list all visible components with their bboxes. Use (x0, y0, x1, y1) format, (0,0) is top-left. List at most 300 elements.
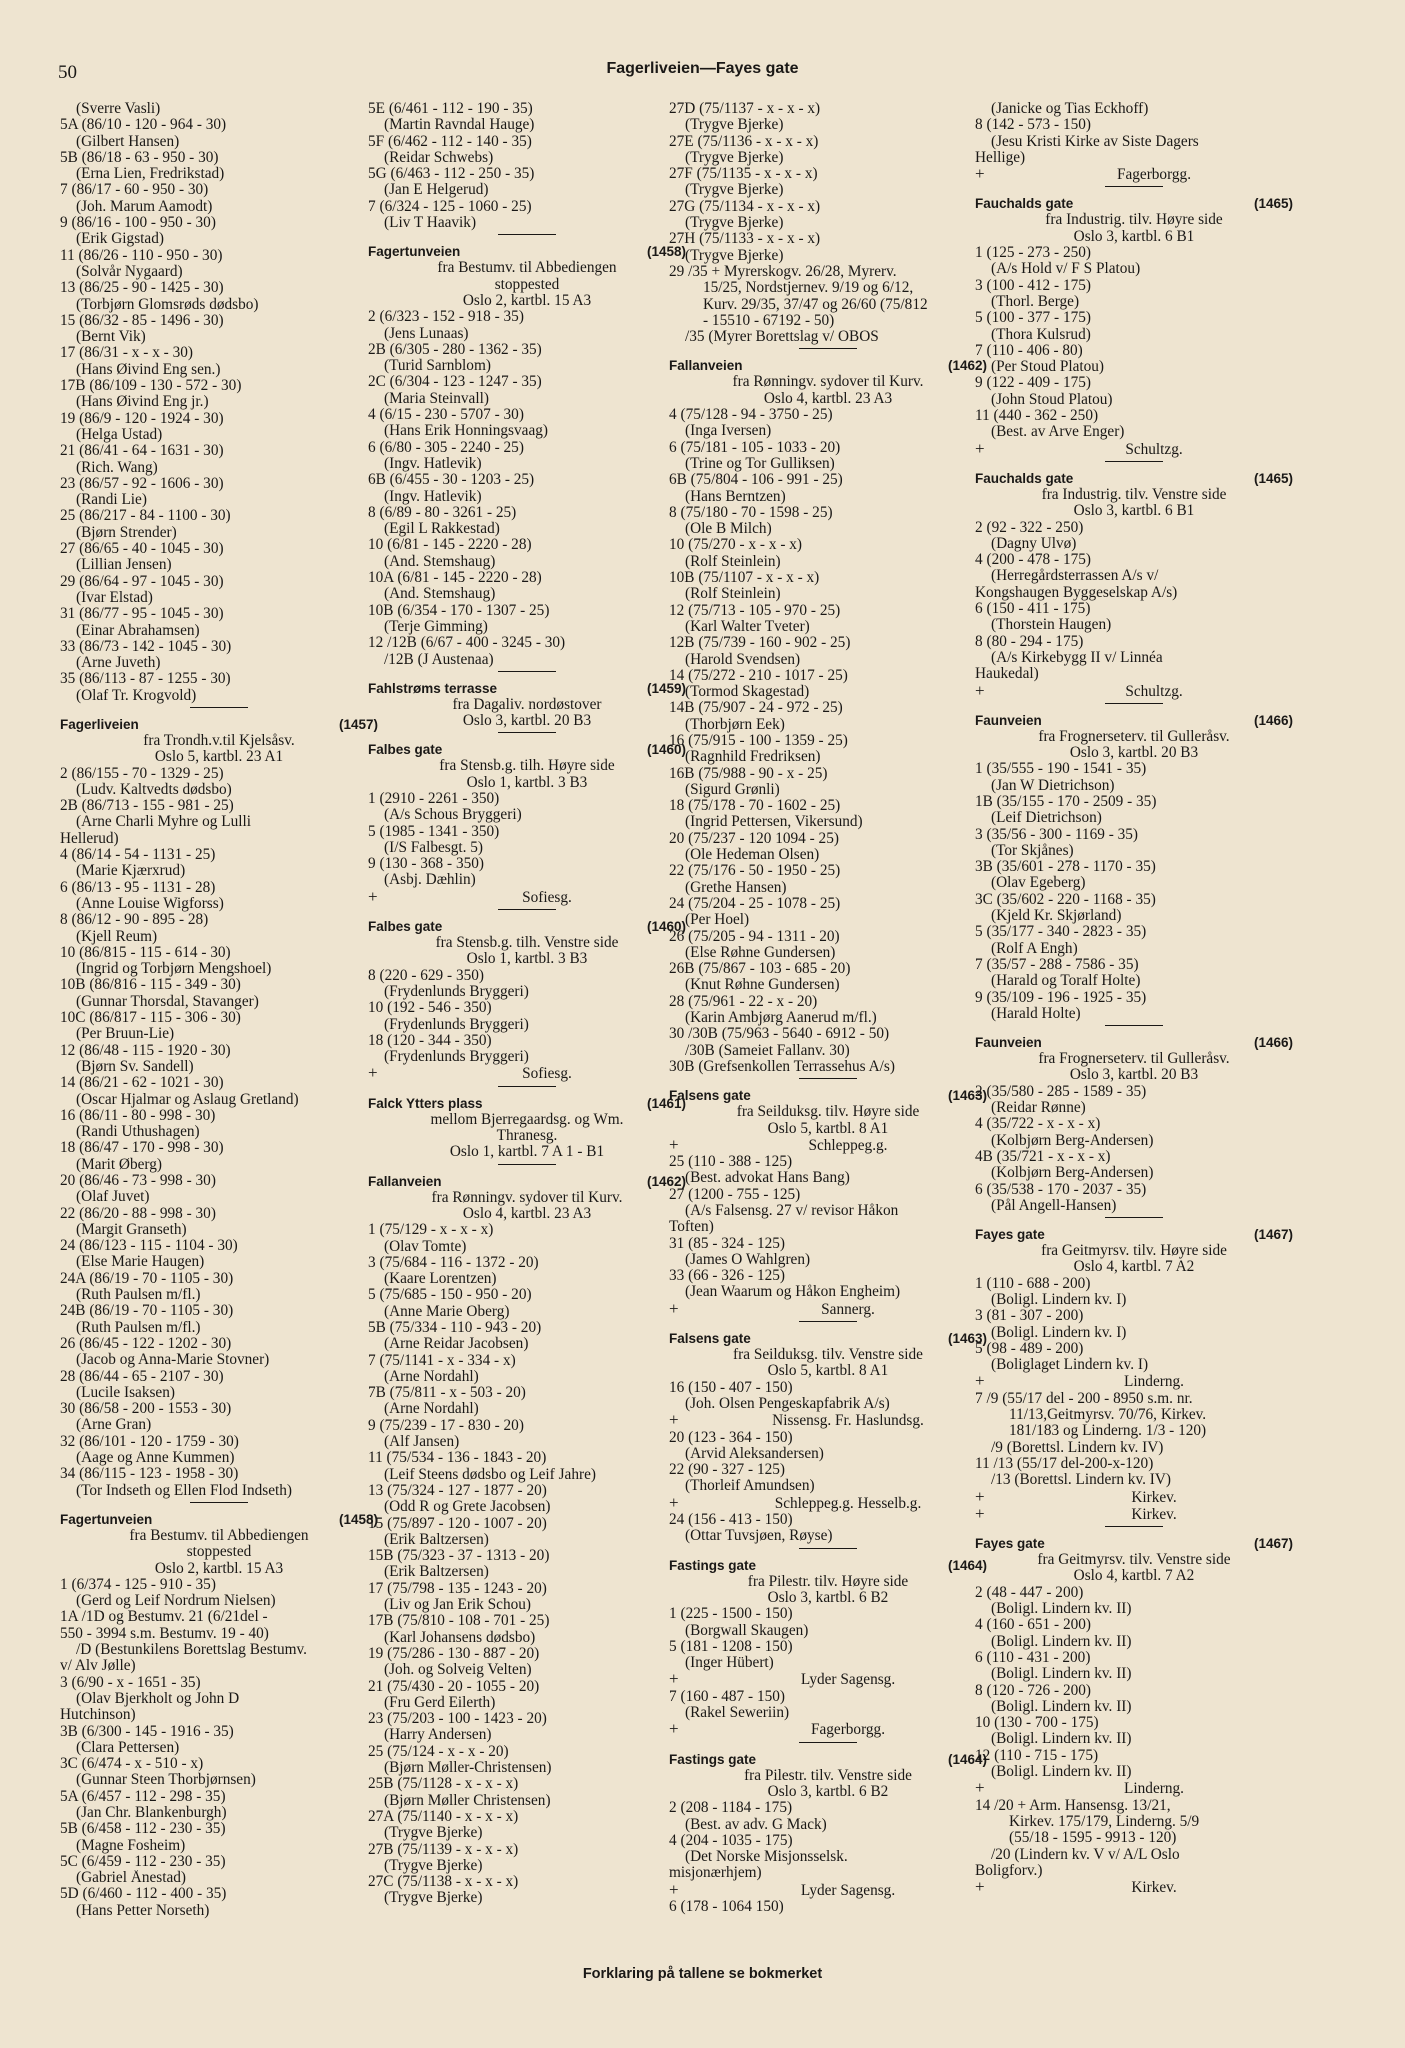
owner-line: (Anne Louise Wigforss) (76, 895, 224, 912)
owner-line: (Boligl. Lindern kv. II) (991, 1731, 1132, 1748)
entry-line: /D (Bestunkilens Borettslag Bestumv. (76, 1642, 307, 1659)
entry-line: 21 (86/41 - 64 - 1631 - 30) (60, 443, 224, 460)
entry-line: 3B (6/300 - 145 - 1916 - 35) (60, 1723, 234, 1740)
entry-line: 13 (75/324 - 127 - 1877 - 20) (368, 1482, 547, 1499)
entry-line: 3 (81 - 307 - 200) (975, 1308, 1084, 1325)
entry-line: 5G (6/463 - 112 - 250 - 35) (368, 166, 535, 183)
entry-line: stoppested (186, 1544, 252, 1561)
entry-line: 23 (75/203 - 100 - 1423 - 20) (368, 1711, 547, 1728)
owner-line: (Asbj. Dæhlin) (384, 872, 476, 889)
entry-line: 6 (35/538 - 170 - 2037 - 35) (975, 1181, 1147, 1198)
entry-line: 17B (86/109 - 130 - 572 - 30) (60, 378, 242, 395)
entry-line: 22 (90 - 327 - 125) (669, 1462, 785, 1479)
entry-line: 8 (142 - 573 - 150) (975, 117, 1091, 134)
section-rule (799, 1078, 857, 1079)
street-number: (1460) (646, 919, 686, 935)
owner-line: (Ingrid Pettersen, Vikersund) (685, 814, 863, 831)
entry-line: 11 (75/534 - 136 - 1843 - 20) (368, 1450, 547, 1467)
entry-line: 14 /20 + Arm. Hansensg. 13/21, (975, 1797, 1171, 1814)
entry-line: 8 (6/89 - 80 - 3261 - 25) (368, 504, 517, 521)
owner-line: (Marie Kjærxrud) (76, 863, 186, 880)
entry-line: 5 (181 - 1208 - 150) (669, 1638, 793, 1655)
owner-line: (Thorleif Amundsen) (685, 1478, 815, 1495)
entry-line: 2 (35/580 - 285 - 1589 - 35) (975, 1083, 1147, 1100)
cross-icon: + (368, 1063, 378, 1083)
street-name: Fastings gate (669, 1557, 757, 1573)
entry-line: 18 (86/47 - 170 - 998 - 30) (60, 1140, 224, 1157)
owner-line: (Randi Lie) (76, 492, 147, 509)
entry-line: 9 (75/239 - 17 - 830 - 20) (368, 1417, 524, 1434)
entry-line: 5F (6/462 - 112 - 140 - 35) (368, 133, 532, 150)
entry-line: 11 /13 (55/17 del-200-x-120) (975, 1455, 1154, 1472)
owner-line: (Rolf Steinlein) (685, 553, 781, 570)
entry-line: Oslo 1, kartbl. 3 B3 (466, 951, 588, 968)
owner-line: (Hans Øivind Eng sen.) (76, 361, 221, 378)
entry-line: 16 (150 - 407 - 150) (669, 1379, 793, 1396)
owner-line: (Per Stoud Platou) (991, 359, 1105, 376)
cross-street (669, 1671, 987, 1688)
entry-line: 6 (150 - 411 - 175) (975, 601, 1091, 618)
entry-line: Haukedal) (975, 666, 1039, 683)
street-number: (1467) (1253, 1227, 1293, 1243)
entry-line: 17 (86/31 - x - x - 30) (60, 345, 193, 362)
owner-line: (Jesu Kristi Kirke av Siste Dagers (991, 133, 1199, 150)
entry-line: 24 (75/204 - 25 - 1078 - 25) (669, 895, 841, 912)
owner-line: (Herregårdsterrassen A/s v/ (991, 568, 1159, 585)
entry-line: 10 (192 - 546 - 350) (368, 1000, 492, 1017)
owner-line: (Tormod Skagestad) (685, 684, 810, 701)
owner-line: (Best. av Arve Enger) (991, 424, 1125, 441)
owner-line: (Clara Pettersen) (76, 1739, 180, 1756)
entry-line: 1B (35/155 - 170 - 2509 - 35) (975, 793, 1157, 810)
owner-line: (Gabriel Ånestad) (76, 1870, 187, 1887)
entry-line: 17B (75/810 - 108 - 701 - 25) (368, 1613, 550, 1630)
entry-line: 2B (86/713 - 155 - 981 - 25) (60, 798, 234, 815)
owner-line: (Ole B Milch) (685, 521, 772, 538)
cross-icon: + (975, 438, 985, 458)
entry-line: 6 (178 - 1064 150) (669, 1898, 784, 1915)
owner-line: (Jan E Helgerud) (384, 182, 489, 199)
owner-line: (Einar Abrahamsen) (76, 622, 200, 639)
street-number: (1463) (947, 1088, 987, 1104)
cross-street-name: Lyder Sagensg. (800, 1881, 896, 1899)
owner-line: (Kjell Reum) (76, 928, 158, 945)
owner-line: (Arne Reidar Jacobsen) (384, 1336, 529, 1353)
entry-line: 11 (440 - 362 - 250) (975, 408, 1099, 425)
entry-line: 10B (75/1107 - x - x - x) (669, 570, 820, 587)
street-heading (368, 244, 686, 260)
owner-line: (Oscar Hjalmar og Aslaug Gretland) (76, 1091, 299, 1108)
entry-line: 27 (86/65 - 40 - 1045 - 30) (60, 541, 224, 558)
entry-line: 27D (75/1137 - x - x - x) (669, 101, 821, 117)
street-name: Fagertunveien (368, 244, 461, 260)
street-heading (975, 713, 1293, 729)
owner-line: (Ottar Tuvsjøen, Røyse) (685, 1528, 833, 1545)
cross-street (368, 1065, 686, 1082)
entry-line: 6B (6/455 - 30 - 1203 - 25) (368, 472, 535, 489)
owner-line: (Boligl. Lindern kv. II) (991, 1601, 1132, 1618)
entry-line: Boligforv.) (975, 1862, 1043, 1879)
owner-line: (Jens Lunaas) (384, 325, 469, 342)
entry-line: 12 (75/713 - 105 - 970 - 25) (669, 602, 841, 619)
owner-line: (Ole Hedeman Olsen) (685, 847, 820, 864)
section-rule (498, 234, 556, 235)
entry-line: 550 - 3994 s.m. Bestumv. 19 - 40) (60, 1625, 269, 1642)
owner-line: (Arvid Aleksandersen) (685, 1445, 824, 1462)
owner-line: (Ruth Paulsen m/fl.) (76, 1319, 201, 1336)
street-name: Faunveien (975, 1035, 1042, 1051)
owner-line: (Grethe Hansen) (685, 879, 787, 896)
owner-line: (Hans Erik Honningsvaag) (384, 423, 548, 440)
owner-line: (Anne Marie Oberg) (384, 1303, 510, 1320)
street-heading (669, 1088, 987, 1104)
street-heading (975, 1536, 1293, 1552)
owner-line: (Maria Steinvall) (384, 390, 489, 407)
entry-line: 1 (75/129 - x - x - x) (368, 1222, 494, 1239)
entry-line: 8 (80 - 294 - 175) (975, 633, 1084, 650)
entry-line: 14B (75/907 - 24 - 972 - 25) (669, 700, 843, 717)
entry-line: fra Seilduksg. tilv. Høyre side (736, 1104, 920, 1121)
owner-line: (Leif Steens dødsbo og Leif Jahre) (384, 1466, 596, 1483)
owner-line: (Jan W Dietrichson) (991, 777, 1115, 794)
entry-line: 9 (35/109 - 196 - 1925 - 35) (975, 989, 1147, 1006)
owner-line: (Margit Granseth) (76, 1221, 187, 1238)
footer-note: Forklaring på tallene se bokmerket (582, 1966, 823, 1982)
entry-line: 5B (86/18 - 63 - 950 - 30) (60, 149, 219, 166)
owner-line: (Rolf A Engh) (991, 940, 1078, 957)
owner-line: (Reidar Schwebs) (384, 149, 494, 166)
cross-street-name: Linderng. (1124, 1780, 1184, 1798)
owner-line: (James O Wahlgren) (685, 1251, 811, 1268)
owner-line: (Sverre Vasli) (76, 101, 161, 117)
entry-line: 14 (75/272 - 210 - 1017 - 25) (669, 667, 848, 684)
street-number: (1458) (338, 1511, 378, 1527)
entry-line: 4B (35/721 - x - x - x) (975, 1148, 1111, 1165)
entry-line: 20 (75/237 - 120 1094 - 25) (669, 830, 839, 847)
column-2 (368, 101, 686, 1907)
cross-street-name: Schleppeg.g. (808, 1136, 888, 1154)
owner-line: (Harold Svendsen) (685, 651, 801, 668)
cross-icon: + (669, 1134, 679, 1154)
owner-line: (A/s Kirkebygg II v/ Linnéa (991, 649, 1163, 666)
owner-line: (Jacob og Anna-Marie Stovner) (76, 1352, 270, 1369)
owner-line: (Ludv. Kaltvedts dødsbo) (76, 781, 232, 798)
entry-line: 10 (130 - 700 - 175) (975, 1715, 1099, 1732)
cross-street (669, 1412, 987, 1429)
entry-line: 29 (86/64 - 97 - 1045 - 30) (60, 573, 224, 590)
entry-line: 18 (120 - 344 - 350) (368, 1032, 492, 1049)
cross-street-name: Kirkev. (1131, 1488, 1177, 1506)
entry-line: 30 (86/58 - 200 - 1553 - 30) (60, 1401, 232, 1418)
cross-street (975, 1879, 1293, 1896)
section-rule (1105, 1526, 1163, 1527)
entry-line: 4 (204 - 1035 - 175) (669, 1832, 793, 1849)
entry-line: 7 (86/17 - 60 - 950 - 30) (60, 182, 209, 199)
entry-line: 16B (75/988 - 90 - x - 25) (669, 765, 828, 782)
street-heading (368, 1096, 686, 1112)
entry-line: 12 (110 - 715 - 175) (975, 1747, 1099, 1764)
owner-line: (Sigurd Grønli) (685, 781, 780, 798)
entry-line: 5 (98 - 489 - 200) (975, 1340, 1084, 1357)
entry-line: 1 (35/555 - 190 - 1541 - 35) (975, 761, 1147, 778)
section-rule (498, 1164, 556, 1165)
entry-line: 27A (75/1140 - x - x - x) (368, 1808, 519, 1825)
street-number: (1463) (947, 1331, 987, 1347)
entry-line: 12B (75/739 - 160 - 902 - 25) (669, 635, 851, 652)
owner-line: (Karin Ambjørg Aanerud m/fl.) (685, 1010, 877, 1027)
entry-line: 5 (100 - 377 - 175) (975, 310, 1091, 327)
owner-line: (Reidar Rønne) (991, 1100, 1086, 1117)
owner-line: (Egil L Rakkestad) (384, 521, 500, 538)
entry-line: 1 (125 - 273 - 250) (975, 245, 1091, 262)
owner-line: (Rolf Steinlein) (685, 586, 781, 603)
entry-line: 27B (75/1139 - x - x - x) (368, 1841, 519, 1858)
owner-line: (Else Røhne Gundersen) (685, 944, 836, 961)
entry-line: 5 (35/177 - 340 - 2823 - 35) (975, 924, 1147, 941)
cross-icon: + (975, 1371, 985, 1391)
entry-line: 18 (75/178 - 70 - 1602 - 25) (669, 798, 841, 815)
cross-street (975, 1373, 1293, 1390)
owner-line: (Hans Petter Norseth) (76, 1902, 210, 1919)
owner-line: (Aage og Anne Kummen) (76, 1450, 235, 1467)
owner-line: (And. Stemshaug) (384, 553, 496, 570)
owner-line: (Thorbjørn Eek) (685, 716, 785, 733)
entry-line: 7B (75/811 - x - 503 - 20) (368, 1385, 526, 1402)
entry-line: Oslo 4, kartbl. 7 A2 (1073, 1259, 1195, 1276)
street-name: Fastings gate (669, 1751, 757, 1767)
entry-line: 5 (1985 - 1341 - 350) (368, 823, 500, 840)
entry-line: fra Rønningv. sydover til Kurv. (732, 374, 924, 391)
entry-line: 6 (110 - 431 - 200) (975, 1649, 1091, 1666)
owner-line: (Solvår Nygaard) (76, 263, 183, 280)
owner-line: (Randi Uthushagen) (76, 1124, 200, 1141)
entry-line: fra Bestumv. til Abbediengen (129, 1527, 309, 1544)
owner-line: (Pål Angell-Hansen) (991, 1197, 1117, 1214)
cross-icon: + (669, 1410, 679, 1430)
entry-line: 27G (75/1134 - x - x - x) (669, 198, 821, 215)
entry-line: Oslo 3, kartbl. 20 B3 (462, 713, 592, 730)
owner-line: (Frydenlunds Bryggeri) (384, 1016, 529, 1033)
cross-street (975, 438, 1293, 458)
owner-line: (Erik Baltzersen) (384, 1531, 489, 1548)
entry-line: Toften) (669, 1219, 714, 1236)
entry-line: 19 (86/9 - 120 - 1924 - 30) (60, 410, 224, 427)
entry-line: 3C (35/602 - 220 - 1168 - 35) (975, 891, 1156, 908)
entry-line: mellom Bjerregaardsg. og Wm. (430, 1111, 624, 1128)
street-name: Fagerliveien (60, 716, 139, 732)
column-4 (975, 101, 1293, 1896)
entry-line: 6 (6/80 - 305 - 2240 - 25) (368, 439, 524, 456)
street-number: (1457) (338, 716, 378, 732)
column-1 (60, 101, 378, 1919)
entry-line: 6 (86/13 - 95 - 1131 - 28) (60, 879, 216, 896)
owner-line: (Harald Holte) (991, 1005, 1081, 1022)
entry-line: 4 (35/722 - x - x - x) (975, 1116, 1101, 1133)
owner-line: (Gerd og Leif Nordrum Nielsen) (76, 1593, 276, 1610)
entry-line: 4 (75/128 - 94 - 3750 - 25) (669, 407, 833, 424)
cross-street-name: Kirkev. (1131, 1879, 1177, 1897)
owner-line: (Gilbert Hansen) (76, 133, 180, 150)
entry-line: 25 (75/124 - x - x - 20) (368, 1743, 509, 1760)
cross-icon: + (975, 1486, 985, 1506)
entry-line: fra Seilduksg. tilv. Venstre side (733, 1347, 923, 1364)
entry-line: stoppested (494, 276, 560, 293)
cross-street-name: Sofiesg. (522, 888, 572, 906)
entry-line: 8 (120 - 726 - 200) (975, 1682, 1091, 1699)
cross-street (669, 1721, 987, 1738)
entry-line: 19 (75/286 - 130 - 887 - 20) (368, 1645, 540, 1662)
entry-line: Oslo 3, kartbl. 6 B1 (1073, 228, 1195, 245)
entry-line: 34 (86/115 - 123 - 1958 - 30) (60, 1466, 239, 1483)
entry-line: /20 (Lindern kv. V v/ A/L Oslo (991, 1846, 1180, 1863)
entry-line: 3 (6/90 - x - 1651 - 35) (60, 1674, 201, 1691)
entry-line: 10 (75/270 - x - x - x) (669, 537, 802, 554)
column-3 (669, 101, 987, 1915)
section-rule (799, 1321, 857, 1322)
entry-line: 2 (6/323 - 152 - 918 - 35) (368, 309, 524, 326)
entry-line: 5D (6/460 - 112 - 400 - 35) (60, 1886, 227, 1903)
cross-street (669, 1134, 987, 1154)
owner-line: (Magne Fosheim) (76, 1837, 186, 1854)
owner-line: (Karl Walter Tveter) (685, 618, 810, 635)
entry-line: 3 (100 - 412 - 175) (975, 277, 1091, 294)
entry-line: fra Pilestr. tilv. Høyre side (747, 1573, 909, 1590)
owner-line: (John Stoud Platou) (991, 391, 1113, 408)
cross-icon: + (975, 1877, 985, 1897)
street-heading (975, 1227, 1293, 1243)
entry-line: 10 (86/815 - 115 - 614 - 30) (60, 944, 231, 961)
entry-line: 1 (2910 - 2261 - 350) (368, 790, 500, 807)
entry-line: 31 (85 - 324 - 125) (669, 1235, 785, 1252)
street-heading (669, 1752, 987, 1768)
entry-line: Oslo 2, kartbl. 15 A3 (154, 1560, 284, 1577)
section-rule (1105, 703, 1163, 704)
owner-line: (Bernt Vik) (76, 329, 146, 346)
cross-street (975, 1503, 1293, 1523)
cross-street-name: Sannerg. (821, 1300, 875, 1318)
entry-line: (55/18 - 1595 - 9913 - 120) (1009, 1830, 1177, 1847)
entry-line: Hellige) (975, 149, 1026, 166)
owner-line: (Ragnhild Fredriksen) (685, 749, 821, 766)
owner-line: (Thorstein Haugen) (991, 617, 1112, 634)
entry-line: - 15510 - 67192 - 50) (703, 312, 835, 329)
entry-line: 5B (6/458 - 112 - 230 - 35) (60, 1821, 226, 1838)
owner-line: (Inger Hübert) (685, 1655, 774, 1672)
owner-line: (Joh. og Solveig Velten) (384, 1662, 532, 1679)
owner-line: (Lillian Jensen) (76, 557, 172, 574)
cross-icon: + (975, 680, 985, 700)
cross-street (975, 680, 1293, 700)
owner-line: (Fru Gerd Eilerth) (384, 1694, 496, 1711)
entry-line: 27F (75/1135 - x - x - x) (669, 166, 818, 183)
cross-street-name: Lyder Sagensg. (800, 1671, 896, 1689)
entry-line: 4 (160 - 651 - 200) (975, 1617, 1091, 1634)
section-rule (498, 909, 556, 910)
entry-line: 11 (86/26 - 110 - 950 - 30) (60, 247, 223, 264)
owner-line: (Boligl. Lindern kv. II) (991, 1666, 1132, 1683)
street-number: (1466) (1253, 712, 1293, 728)
entry-line: 3C (6/474 - x - 510 - x) (60, 1756, 204, 1773)
entry-line: Oslo 4, kartbl. 23 A3 (462, 1205, 592, 1222)
entry-line: 15 (86/32 - 85 - 1496 - 30) (60, 312, 224, 329)
cross-icon: + (669, 1492, 679, 1512)
entry-line: 3 (75/684 - 116 - 1372 - 20) (368, 1254, 539, 1271)
entry-line: 15B (75/323 - 37 - 1313 - 20) (368, 1548, 550, 1565)
entry-line: 2B (6/305 - 280 - 1362 - 35) (368, 341, 542, 358)
street-heading (368, 919, 686, 935)
entry-line: 1A /1D og Bestumv. 21 (6/21del - (60, 1609, 268, 1626)
cross-icon: + (669, 1298, 679, 1318)
entry-line: 23 (86/57 - 92 - 1606 - 30) (60, 475, 224, 492)
entry-line: fra Industrig. tilv. Venstre side (1041, 486, 1227, 503)
owner-line: (Torbjørn Glomsrøds dødsbo) (76, 296, 259, 313)
owner-line: (A/s Falsensg. 27 v/ revisor Håkon (685, 1203, 899, 1219)
street-name: Falck Ytters plass (368, 1095, 483, 1111)
entry-line: fra Pilestr. tilv. Venstre side (744, 1767, 912, 1784)
entry-line: fra Geitmyrsv. tilv. Venstre side (1037, 1552, 1231, 1569)
owner-line: (Boligl. Lindern kv. II) (991, 1764, 1132, 1781)
owner-line: (Olav Tomte) (384, 1238, 467, 1255)
entry-line: fra Stensb.g. tilh. Høyre side (439, 758, 615, 775)
entry-line: 7 (35/57 - 288 - 7586 - 35) (975, 956, 1139, 973)
entry-line: 24B (86/19 - 70 - 1105 - 30) (60, 1303, 234, 1320)
owner-line: (Thora Kulsrud) (991, 326, 1091, 343)
entry-line: v/ Alv Jølle) (60, 1658, 136, 1675)
owner-line: (Trygve Bjerke) (685, 149, 784, 166)
entry-line: 8 (75/180 - 70 - 1598 - 25) (669, 504, 833, 521)
cross-icon: + (975, 1778, 985, 1798)
running-head: Fagerliveien—Fayes gate (606, 60, 799, 77)
entry-line: 9 (130 - 368 - 350) (368, 856, 484, 873)
entry-line: Oslo 1, kartbl. 3 B3 (466, 774, 588, 791)
entry-line: Oslo 2, kartbl. 15 A3 (462, 292, 592, 309)
owner-line: (Marit Øberg) (76, 1156, 162, 1173)
owner-line: (Bjørn Strender) (76, 524, 177, 541)
owner-line: (Liv T Haavik) (384, 215, 477, 232)
street-heading (368, 1174, 686, 1190)
entry-line: 7 (6/324 - 125 - 1060 - 25) (368, 198, 532, 215)
cross-street-name: Nissensg. Fr. Haslundsg. (772, 1412, 924, 1430)
entry-line: fra Frognerseterv. til Gulleråsv. (1038, 728, 1230, 745)
street-heading (669, 1331, 987, 1347)
entry-line: 9 (122 - 409 - 175) (975, 375, 1091, 392)
entry-line: Kongshaugen Byggeselskap A/s) (975, 584, 1178, 601)
entry-line: 27H (75/1133 - x - x - x) (669, 231, 821, 248)
entry-line: fra Bestumv. til Abbediengen (437, 260, 617, 277)
entry-line: misjonærhjem) (669, 1865, 762, 1882)
entry-line: 9 (86/16 - 100 - 950 - 30) (60, 215, 216, 232)
cross-icon: + (975, 1503, 985, 1523)
owner-line: (Olaf Tr. Krogvold) (76, 687, 197, 704)
entry-line: 3 (35/56 - 300 - 1169 - 35) (975, 826, 1138, 843)
entry-line: Oslo 3, kartbl. 20 B3 (1069, 745, 1199, 762)
entry-line: 14 (86/21 - 62 - 1021 - 30) (60, 1075, 224, 1092)
street-number: (1467) (1253, 1536, 1293, 1552)
owner-line: (Trygve Bjerke) (685, 247, 784, 264)
cross-street-name: Linderng. (1124, 1373, 1184, 1391)
cross-street-name: Sofiesg. (522, 1065, 572, 1083)
entry-line: 27 (1200 - 755 - 125) (669, 1186, 801, 1203)
entry-line: 30 /30B (75/963 - 5640 - 6912 - 50) (669, 1026, 890, 1043)
entry-line: fra Industrig. tilv. Høyre side (1045, 212, 1223, 229)
street-heading (60, 717, 378, 733)
entry-line: Oslo 5, kartbl. 8 A1 (767, 1120, 889, 1137)
street-name: Faunveien (975, 712, 1042, 728)
owner-line: (Ingv. Hatlevik) (384, 455, 482, 472)
entry-line: 6B (75/804 - 106 - 991 - 25) (669, 472, 843, 489)
entry-line: 10A (6/81 - 145 - 2220 - 28) (368, 570, 542, 587)
owner-line: (Arne Nordahl) (384, 1368, 479, 1385)
